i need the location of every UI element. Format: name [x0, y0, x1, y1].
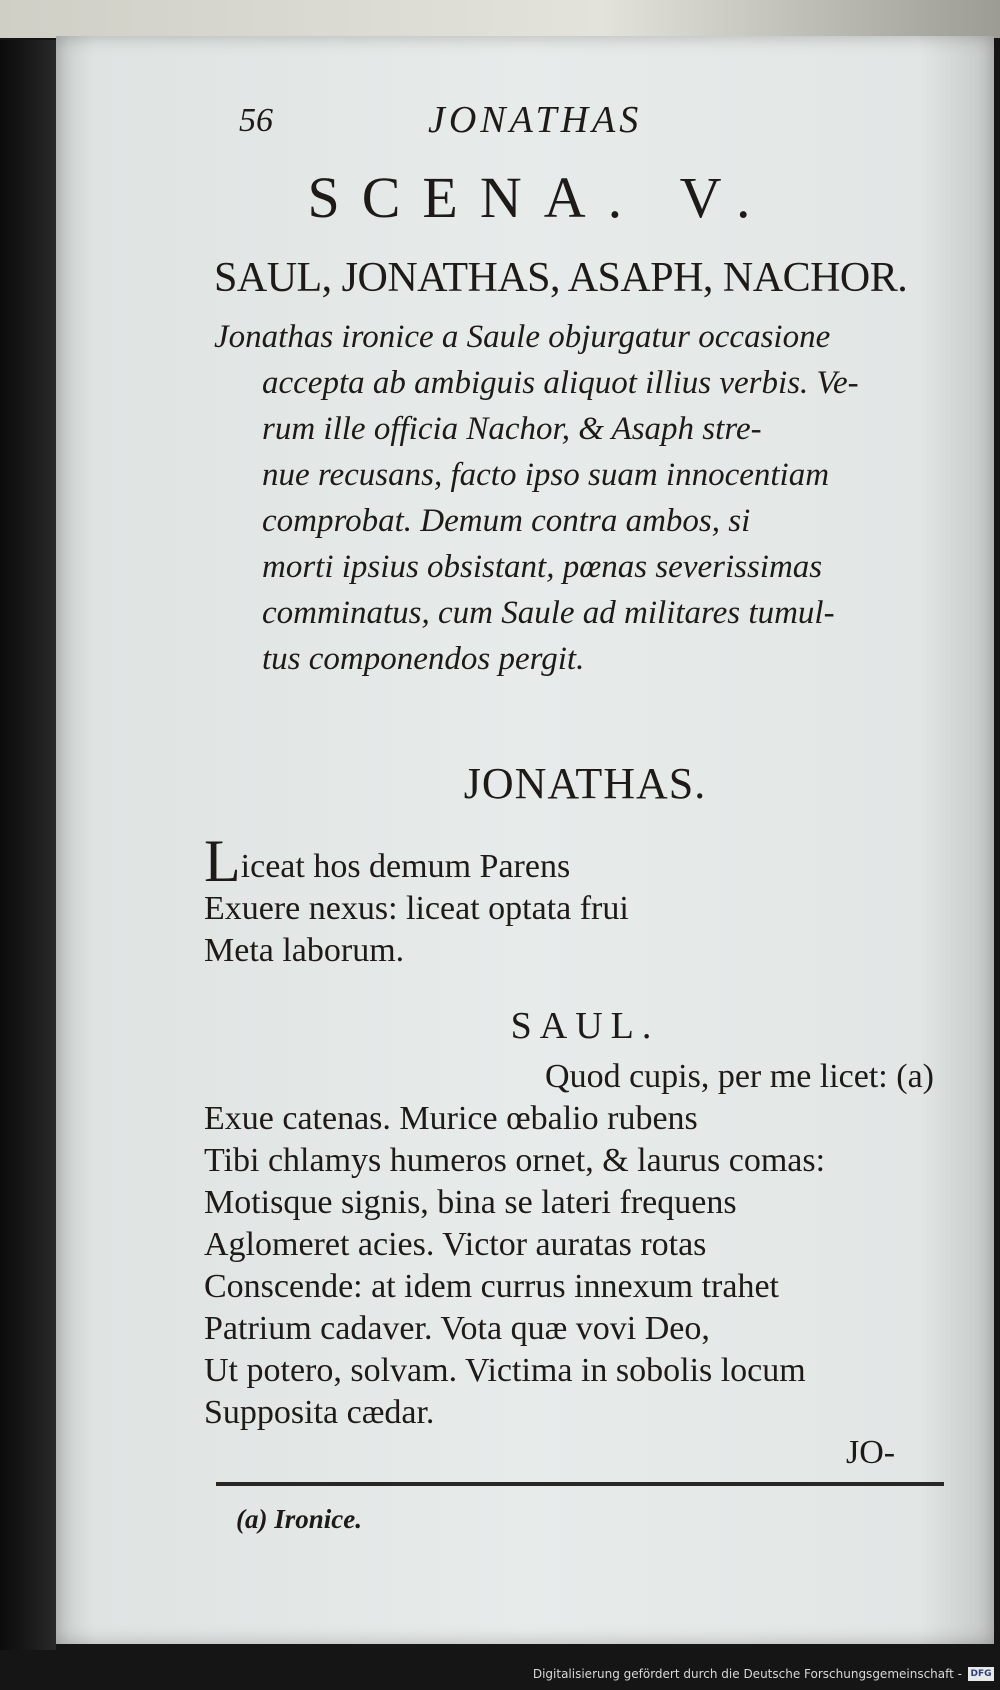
- characters-list: SAUL, JONATHAS, ASAPH, NACHOR.: [214, 255, 908, 301]
- verse-line: Liceat hos demum Parens: [204, 828, 571, 894]
- argument-line: morti ipsius obsistant, pœnas severissimas: [262, 549, 823, 585]
- drop-cap: L: [204, 828, 241, 894]
- running-title: JONATHAS: [428, 99, 643, 141]
- verse-line: Exuere nexus: liceat optata frui: [204, 890, 629, 927]
- argument-line: Jonathas ironice a Saule objurgatur occasione: [214, 319, 831, 355]
- verse-line: Meta laborum.: [204, 932, 405, 969]
- speaker-jonathas: JONATHAS.: [463, 759, 707, 808]
- verse-line: Exue catenas. Murice œbalio rubens: [204, 1100, 698, 1137]
- verse-line: Aglomeret acies. Victor auratas rotas: [204, 1226, 707, 1263]
- book-binding: [0, 40, 56, 1650]
- verse-line: Patrium cadaver. Vota quæ vovi Deo,: [204, 1310, 710, 1347]
- digitization-credit: [533, 1662, 994, 1686]
- running-head: [56, 98, 994, 148]
- saul-speech: [204, 1056, 944, 1434]
- verse-line: Ut potero, solvam. Victima in sobolis locum: [204, 1352, 806, 1389]
- verse-line: Tibi chlamys humeros ornet, & laurus comas:: [204, 1142, 826, 1179]
- argument-line: rum ille officia Nachor, & Asaph stre-: [262, 411, 762, 447]
- dfg-logo-icon: DFG: [968, 1667, 994, 1681]
- jonathas-speech: [204, 828, 944, 972]
- page-text: [56, 36, 994, 1644]
- catchword: JO-: [846, 1434, 896, 1471]
- footnote: (a) Ironice.: [236, 1504, 362, 1534]
- verse-line: Motisque signis, bina se lateri frequens: [204, 1184, 737, 1221]
- argument-line: comprobat. Demum contra ambos, si: [262, 503, 751, 539]
- speaker-saul: SAUL.: [510, 1005, 660, 1047]
- argument-line: nue recusans, facto ipso suam innocentiam: [262, 457, 830, 493]
- scene-title: SCENA. V.: [307, 165, 773, 230]
- argument-line: comminatus, cum Saule ad militares tumul-: [262, 595, 835, 631]
- verse-line: Quod cupis, per me licet: (a): [545, 1058, 934, 1095]
- book-page: [56, 36, 994, 1644]
- scene-argument: [214, 314, 936, 682]
- verse-line: Supposita cædar.: [204, 1394, 435, 1431]
- verse-line: Conscende: at idem currus innexum trahet: [204, 1268, 779, 1305]
- top-page-edge: [0, 0, 1000, 38]
- credit-text: Digitalisierung gefördert durch die Deutsche Forschungsgemeinschaft -: [532, 1667, 962, 1681]
- argument-line: accepta ab ambiguis aliquot illius verbis. Ve-: [262, 365, 859, 401]
- footnote-rule: [216, 1482, 944, 1486]
- argument-line: tus componendos pergit.: [262, 641, 585, 677]
- page-number: 56: [239, 102, 273, 139]
